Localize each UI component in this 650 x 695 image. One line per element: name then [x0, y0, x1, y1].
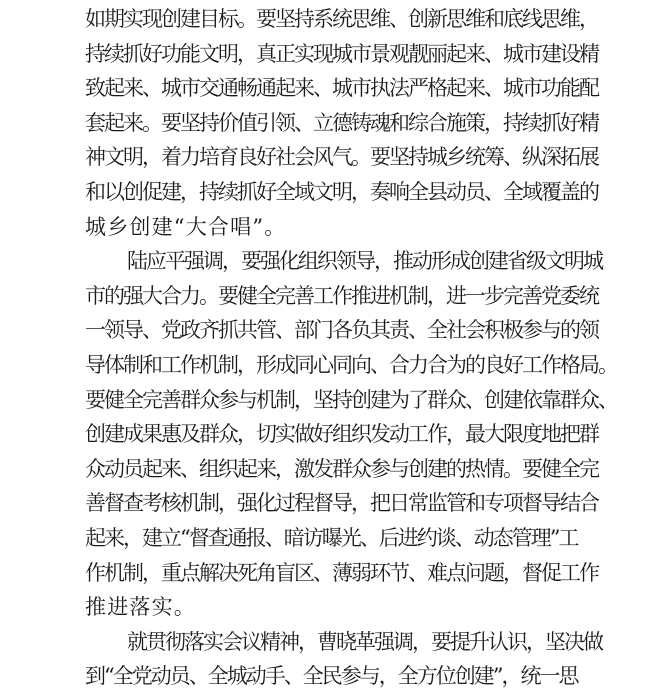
text-line: 神文明，着力培育良好社会风气。要坚持城乡统筹、纵深拓展 [85, 145, 598, 170]
text-line: 城乡创建“大合唱”。 [85, 214, 287, 239]
text-line: 众动员起来、组织起来，激发群众参与创建的热情。要健全完 [85, 456, 598, 481]
text-line: 起来，建立“督查通报、暗访曝光、后进约谈、动态管理”工 [85, 526, 578, 550]
text-line: 市的强大合力。要健全完善工作推进机制，进一步完善党委统 [85, 283, 598, 308]
text-line: 套起来。要坚持价值引领、立德铸魂和综合施策，持续抓好精 [85, 110, 598, 135]
text-line: 善督查考核机制，强化过程督导，把日常监管和专项督导结合 [85, 491, 598, 516]
text-line: 到“全党动员、全城动手、全民参与，全方位创建”，统一思 [85, 664, 578, 689]
text-line: 和以创促建，持续抓好全域文明，奏响全县动员、全域覆盖的 [85, 180, 598, 204]
text-line: 推进落实。 [85, 595, 196, 620]
text-line: 作机制，重点解决死角盲区、薄弱环节、难点问题，督促工作 [85, 560, 598, 585]
text-line: 就贯彻落实会议精神，曹晓革强调，要提升认识，坚决做 [127, 629, 602, 654]
text-line: 导体制和工作机制，形成同心同向、合力合为的良好工作格局。 [85, 353, 617, 377]
text-line: 一领导、党政齐抓共管、部门各负其责、全社会积极参与的领 [85, 318, 598, 343]
text-line: 致起来、城市交通畅通起来、城市执法严格起来、城市功能配 [85, 76, 598, 101]
text-line: 如期实现创建目标。要坚持系统思维、创新思维和底线思维， [85, 7, 598, 31]
text-line: 创建成果惠及群众，切实做好组织发动工作，最大限度地把群 [85, 422, 598, 447]
text-line: 要健全完善群众参与机制，坚持创建为了群众、创建依靠群众、 [85, 387, 617, 412]
text-line: 持续抓好功能文明，真正实现城市景观靓丽起来、城市建设精 [85, 41, 598, 66]
text-line: 陆应平强调，要强化组织领导，推动形成创建省级文明城 [127, 249, 602, 274]
